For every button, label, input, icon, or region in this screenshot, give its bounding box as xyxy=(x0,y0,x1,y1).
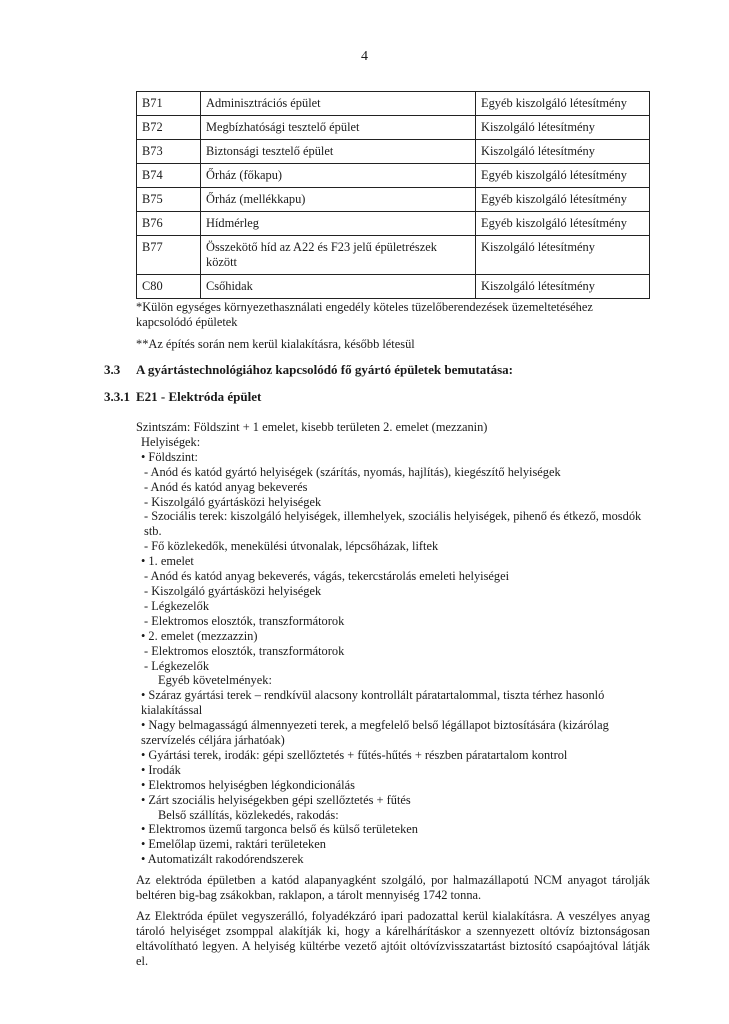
dash-item: - Elektromos elosztók, transzformátorok xyxy=(144,613,345,628)
bullet-item: • Elektromos üzemű targonca belső és külső területeken xyxy=(141,822,418,837)
table-row xyxy=(137,236,650,275)
building-code: B74 xyxy=(137,164,201,188)
building-code: B71 xyxy=(137,92,201,116)
section-title: A gyártástechnológiához kapcsolódó fő gyártó épületek bemutatása: xyxy=(136,362,513,377)
building-code: C80 xyxy=(137,275,201,299)
note-separate-permit: *Külön egységes környezethasználati engedély köteles tüzelőberendezések üzemeltetéséhez kapcsolódó épületek xyxy=(136,300,593,329)
building-name: Csőhidak xyxy=(201,275,476,299)
bullet-item: • Irodák xyxy=(141,762,181,777)
building-category: Egyéb kiszolgáló létesítmény xyxy=(476,92,650,116)
paragraph-ncm-storage: Az elektróda épületben a katód alapanyagként szolgáló, por halmazállapotú NCM anyagot tárolják beltéren big-bag zsákokban, raklapon, a tárolt mennyiség 1742 tonna. xyxy=(136,873,650,903)
building-category: Egyéb kiszolgáló létesítmény xyxy=(476,188,650,212)
building-category: Kiszolgáló létesítmény xyxy=(476,140,650,164)
building-name: Őrház (mellékkapu) xyxy=(201,188,476,212)
dash-item: - Elektromos elosztók, transzformátorok xyxy=(144,643,345,658)
dash-item: - Légkezelők xyxy=(144,658,210,673)
buildings-table xyxy=(136,91,650,299)
dash-item: - Anód és katód anyag bekeverés, vágás, tekercstárolás emeleti helyiségei xyxy=(144,569,510,584)
bullet-item: • Száraz gyártási terek – rendkívül alacsony kontrollált páratartalommal, tiszta térhez hasonló kialakítással xyxy=(141,688,605,718)
bullet-item: • Automatizált rakodórendszerek xyxy=(141,852,304,867)
building-code: B73 xyxy=(137,140,201,164)
building-code: B77 xyxy=(137,236,201,275)
building-category: Kiszolgáló létesítmény xyxy=(476,275,650,299)
building-category: Kiszolgáló létesítmény xyxy=(476,236,650,275)
table-row xyxy=(137,212,650,236)
dash-item: - Szociális terek: kiszolgáló helyiségek, illemhelyek, szociális helyiségek, pihenő és étkező, mosdók stb. xyxy=(144,509,642,539)
section-number: 3.3 xyxy=(104,362,121,377)
table-row xyxy=(137,164,650,188)
table-row xyxy=(137,188,650,212)
building-name: Őrház (főkapu) xyxy=(201,164,476,188)
section-title: E21 - Elektróda épület xyxy=(136,389,262,404)
table-row xyxy=(137,116,650,140)
section-body xyxy=(136,420,650,969)
building-code: B75 xyxy=(137,188,201,212)
building-code: B76 xyxy=(137,212,201,236)
dash-item: - Fő közlekedők, menekülési útvonalak, lépcsőházak, liftek xyxy=(144,539,439,554)
text-line: Belső szállítás, közlekedés, rakodás: xyxy=(158,807,339,822)
note-built-later: **Az építés során nem kerül kialakításra, később létesül xyxy=(136,337,415,351)
building-code: B72 xyxy=(137,116,201,140)
bullet-item: • Nagy belmagasságú álmennyezeti terek, a megfelelő belső légállapot biztosítására (kizárólag szervízelés céljára járhatóak) xyxy=(141,718,609,748)
bullet-item: • Emelőlap üzemi, raktári területeken xyxy=(141,837,326,852)
dash-item: - Anód és katód gyártó helyiségek (szárítás, nyomás, hajlítás), kiegészítő helyiségek xyxy=(144,464,561,479)
section-number: 3.3.1 xyxy=(104,389,130,404)
bullet-item: • Gyártási terek, irodák: gépi szellőztetés + fűtés-hűtés + részben páratartalom kontrol xyxy=(141,747,568,762)
bullet-item: • Földszint: xyxy=(141,449,199,464)
building-name: Összekötő híd az A22 és F23 jelű épületrészek között xyxy=(201,236,476,275)
dash-item: - Kiszolgáló gyártásközi helyiségek xyxy=(144,494,322,509)
text-line: Helyiségek: xyxy=(141,434,201,449)
dash-item: - Anód és katód anyag bekeverés xyxy=(144,479,308,494)
text-line: Egyéb követelmények: xyxy=(158,673,272,688)
building-name: Adminisztrációs épület xyxy=(201,92,476,116)
building-name: Hídmérleg xyxy=(201,212,476,236)
paragraph-floor-safety: Az Elektróda épület vegyszerálló, folyadékzáró ipari padozattal kerül kialakításra. A veszélyes anyag tároló helyiséget zsomppal alakítják ki, hogy a kárelhárításkor a szennyezett oltóvíz biztonságosan eltávolítható legyen. A helyiség kültérbe vezető ajtóit oltóvízvisszatartást biztosító csapóajtóval látják el. xyxy=(136,909,650,968)
bullet-item: • Zárt szociális helyiségekben gépi szellőztetés + fűtés xyxy=(141,792,411,807)
bullet-item: • 2. emelet (mezzazzin) xyxy=(141,628,258,643)
bullet-item: • Elektromos helyiségben légkondicionálás xyxy=(141,777,355,792)
text-line: Szintszám: Földszint + 1 emelet, kisebb területen 2. emelet (mezzanin) xyxy=(136,420,488,434)
page-number: 4 xyxy=(361,49,368,64)
dash-item: - Kiszolgáló gyártásközi helyiségek xyxy=(144,583,322,598)
building-category: Egyéb kiszolgáló létesítmény xyxy=(476,212,650,236)
table-row xyxy=(137,275,650,299)
table-notes xyxy=(136,300,650,359)
building-category: Egyéb kiszolgáló létesítmény xyxy=(476,164,650,188)
dash-item: - Légkezelők xyxy=(144,598,210,613)
table-row xyxy=(137,92,650,116)
building-name: Biztonsági tesztelő épület xyxy=(201,140,476,164)
table-row xyxy=(137,140,650,164)
building-name: Megbízhatósági tesztelő épület xyxy=(201,116,476,140)
building-category: Kiszolgáló létesítmény xyxy=(476,116,650,140)
bullet-item: • 1. emelet xyxy=(141,554,194,569)
